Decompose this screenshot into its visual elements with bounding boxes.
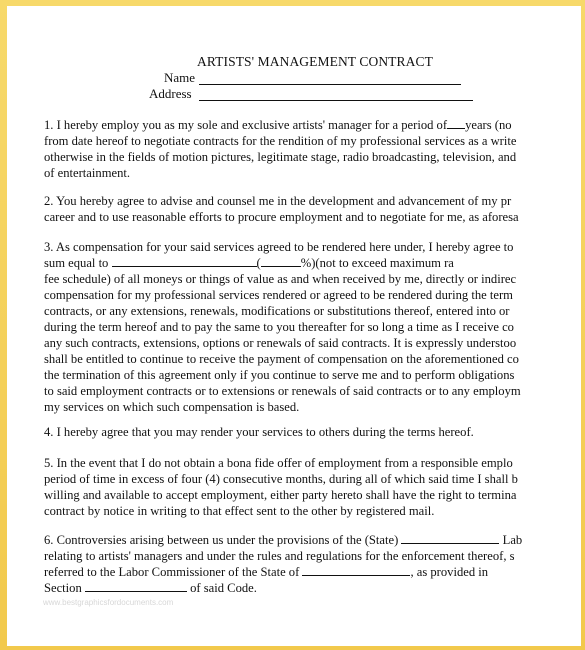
clause-3-line-9: the termination of this agreement only if you continue to serve me and to perform obligations <box>44 368 515 382</box>
state-name-blank <box>401 532 499 544</box>
clause-1-line-3: otherwise in the fields of motion pictures, legitimate stage, radio broadcasting, television, and <box>44 150 517 164</box>
compensation-amount-blank <box>112 255 257 267</box>
clause-4 <box>44 424 474 440</box>
clause-3-line-3: fee schedule) of all moneys or things of value as and when received by me, directly or indirec <box>44 272 517 286</box>
name-label: Name <box>164 70 196 85</box>
term-years-blank <box>447 117 465 129</box>
labor-state-blank <box>302 564 410 576</box>
document-title: ARTISTS' MANAGEMENT CONTRACT <box>197 54 433 69</box>
clause-6-line-1: 6. Controversies arising between us under the provisions of the (State) Lab <box>44 533 523 547</box>
clause-3-line-8: shall be entitled to continue to receive the payment of compensation on the aforementioned co <box>44 352 519 366</box>
clause-3-line-5: contracts, or any extensions, renewals, modifications or substitutions thereof, entered into or <box>44 304 510 318</box>
address-field-row <box>149 86 192 102</box>
clause-5-line-2: period of time in excess of four (4) consecutive months, during all of which said time I shall b <box>44 472 518 486</box>
clause-3-line-11: my services on which such compensation is based. <box>44 400 300 414</box>
compensation-percent-blank <box>261 255 301 267</box>
clause-3-line-6: during the term hereof and to pay the same to you thereafter for so long a time as I receive co <box>44 320 514 334</box>
clause-6-line-2: relating to artists' managers and under the rules and regulations for the enforcement thereof, s <box>44 549 515 563</box>
clause-3-line-4: compensation for my professional services rendered or agreed to be rendered during the term <box>44 288 513 302</box>
clause-5-line-1: 5. In the event that I do not obtain a bona fide offer of employment from a responsible emplo <box>44 456 513 470</box>
name-field-line <box>199 84 461 85</box>
clause-4-line-1: 4. I hereby agree that you may render your services to others during the terms hereof. <box>44 425 474 439</box>
clause-3-line-10: to said employment contracts or to extensions or renewals of said contracts or to any employm <box>44 384 521 398</box>
code-section-blank <box>85 580 187 592</box>
clause-2-line-1: 2. You hereby agree to advise and counsel me in the development and advancement of my pr <box>44 194 512 208</box>
clause-2-line-2: career and to use reasonable efforts to procure employment and to negotiate for me, as aforesa <box>44 210 519 224</box>
clause-5-line-4: contract by notice in writing to that effect sent to the other by registered mail. <box>44 504 435 518</box>
name-field-row <box>164 70 195 86</box>
clause-1 <box>44 117 516 181</box>
address-field-line <box>199 100 473 101</box>
clause-3-line-1: 3. As compensation for your said services agreed to be rendered here under, I hereby agree to <box>44 240 514 254</box>
address-label: Address <box>149 86 192 101</box>
clause-6-line-4: Section of said Code. <box>44 581 257 595</box>
clause-3-line-2: sum equal to ( %)(not to exceed maximum ra <box>44 256 454 270</box>
clause-3-line-7: any such contracts, extensions, options or renewals of said contracts. It is expressly understoo <box>44 336 517 350</box>
clause-6 <box>44 532 522 596</box>
clause-1-line-4: of entertainment. <box>44 166 131 180</box>
document-page <box>7 6 581 646</box>
clause-6-line-3: referred to the Labor Commissioner of the State of , as provided in <box>44 565 489 579</box>
clause-3 <box>44 239 521 415</box>
clause-5 <box>44 455 518 519</box>
clause-5-line-3: willing and available to accept employment, either party hereto shall have the right to termina <box>44 488 517 502</box>
clause-2 <box>44 193 519 225</box>
watermark: www.bestgraphicsfordocuments.com <box>43 598 174 607</box>
clause-1-line-1: 1. I hereby employ you as my sole and exclusive artists' manager for a period of years (no <box>44 118 512 132</box>
clause-1-line-2: from date hereof to negotiate contracts for the rendition of my professional services as a write <box>44 134 517 148</box>
